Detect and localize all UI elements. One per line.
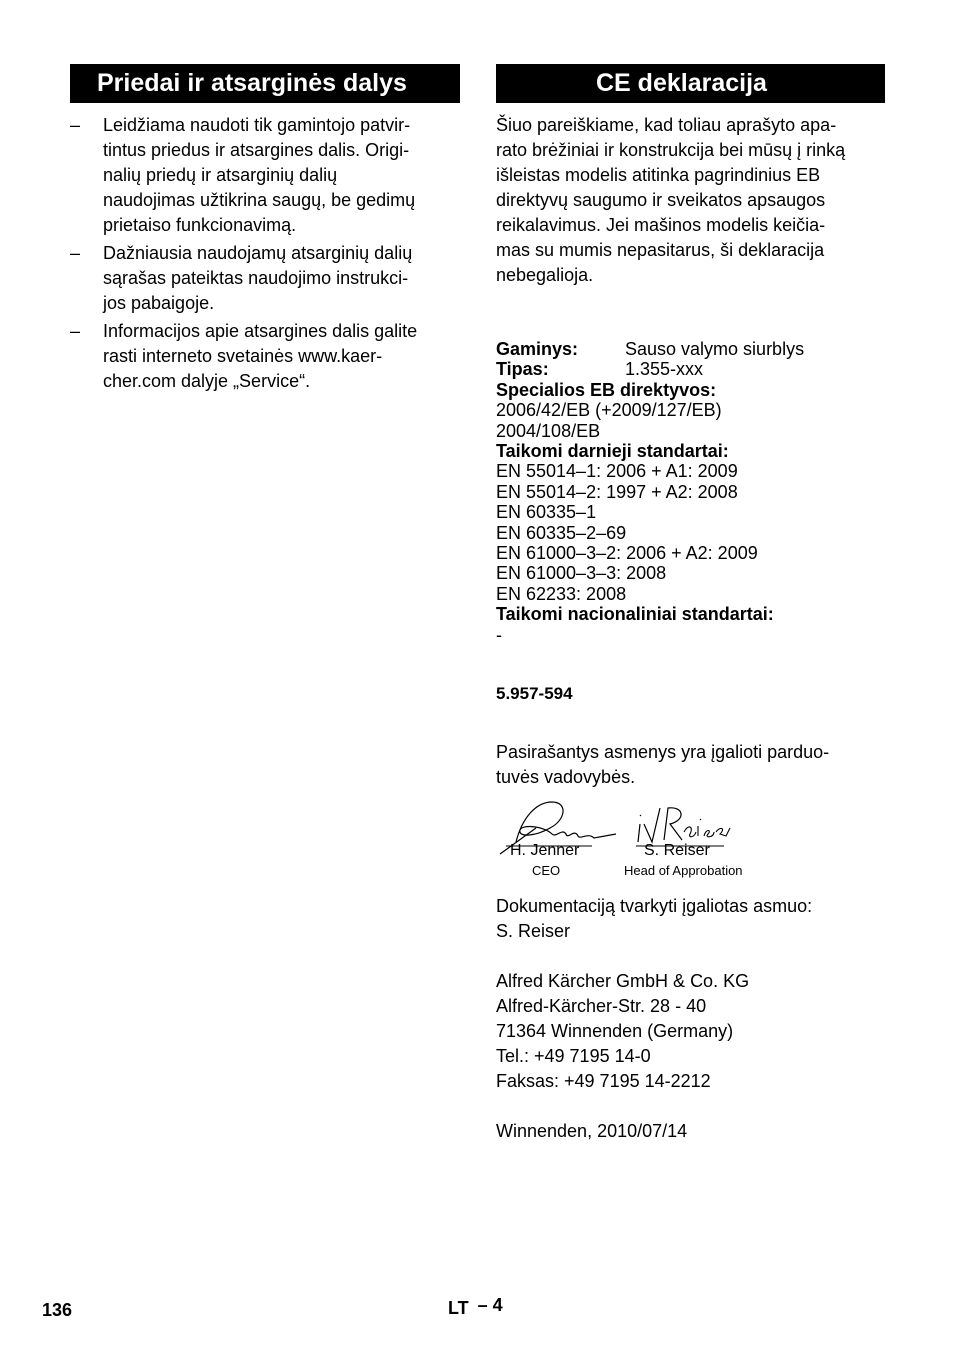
footer-section-number: – 4 [477,1295,503,1315]
signer1-title: CEO [532,863,561,879]
part-number: 5.957-594 [496,684,573,704]
page-number: 136 [42,1300,73,1320]
signer2-name: S. Reiser [644,842,710,860]
harmonized-standard: EN 62233: 2008 [496,583,627,604]
accessories-heading: Priedai ir atsarginės dalys [70,64,460,103]
harmonized-standard: EN 60335–2–69 [496,522,627,543]
signer2-title: Head of Approbation [624,863,743,879]
harmonized-standard: EN 55014–1: 2006 + A1: 2009 [496,461,738,482]
product-label: Gaminys: [496,339,579,359]
footer-lang: LT [448,1298,469,1318]
eu-directive: 2006/42/EB (+2009/127/EB) [496,400,722,421]
type-value: 1.355-xxx [625,359,704,380]
accessories-column [70,64,460,397]
doc-responsible: Dokumentaciją tvarkyti įgaliotas asmuo: S. Reiser [496,896,813,942]
list-item: – Leidžiama naudoti tik gamintojo patvir- tintus priedus ir atsargines dalis. Origi- nalių priedų ir atsarginių dalių naudojimas užtikrina saugų, be gedimų prietaiso funkcionavimą. [70,115,416,235]
eu-directives-label: Specialios EB direktyvos: [496,379,717,400]
product-value: Sauso valymo siurblys [625,339,805,359]
footer-section [448,1295,503,1319]
signature-block [496,798,885,894]
harmonized-standard: EN 61000–3–3: 2008 [496,563,667,584]
harmonized-standards-label: Taikomi darnieji standartai: [496,441,729,462]
bullet-dash: – [70,115,81,135]
list-item: – Dažniausia naudojamų atsarginių dalių sąrašas pateiktas naudojimo instrukci- jos pabaigoje. [70,243,413,313]
signers-note: Pasirašantys asmenys yra įgalioti parduo- tuvės vadovybės. [496,742,830,788]
company-address: Alfred Kärcher GmbH & Co. KG Alfred-Kärcher-Str. 28 - 40 71364 Winnenden (Germany) Tel.: +49 7195 14-0 Faksas: +49 7195 14-2212 [496,971,750,1092]
harmonized-standard: EN 55014–2: 1997 + A2: 2008 [496,481,738,502]
type-row [496,359,885,379]
accessories-list [70,113,460,394]
product-specs [496,339,885,645]
harmonized-standard: EN 61000–3–2: 2006 + A2: 2009 [496,543,758,564]
place-date: Winnenden, 2010/07/14 [496,1121,688,1142]
eu-directive: 2004/108/EB [496,420,601,441]
type-label: Tipas: [496,359,549,380]
ce-declaration-column [496,64,885,1144]
bullet-dash: – [70,243,81,263]
signer1-name: H. Jenner [510,842,580,860]
list-item: – Informacijos apie atsargines dalis galite rasti interneto svetainės www.kaer- cher.com dalyje „Service“. [70,321,418,391]
harmonized-standard: EN 60335–1 [496,502,597,523]
ce-declaration-heading: CE deklaracija [496,64,885,103]
national-standards-label: Taikomi nacionaliniai standartai: [496,604,774,625]
declaration-intro: Šiuo pareiškiame, kad toliau aprašyto apa- rato brėžiniai ir konstrukcija bei mūsų į rinką išleistas modelis atitinka pagrindinius EB direktyvų saugumo ir sveikatos apsaugos reikalavimus. Jei mašinos modelis keičia- mas su mumis nepasitarus, ši deklaracija nebegalioja. [496,115,846,285]
bullet-dash: – [70,321,81,341]
national-standards-value: - [496,624,502,645]
product-row [496,339,885,359]
